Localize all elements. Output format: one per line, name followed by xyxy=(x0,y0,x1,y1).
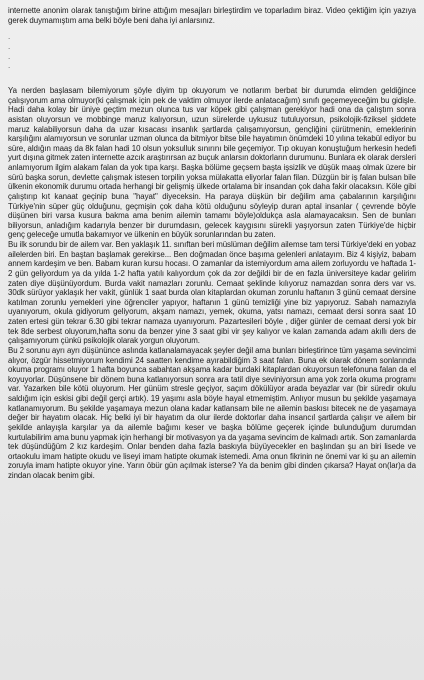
body-paragraph: Bu ilk sorundu bir de ailem var. Ben yaklaşık 11. sınıftan beri müslüman değilim ailemse tam tersi Türkiye'deki en yobaz ailelerden biri. En baştan başlamak gerekirse... Ben doğmadan önce başıma gelenleri anlatayım. Biz 4 kişiyiz, babam annem kardeşim ve ben. Babam kuran kursu hocası. O zamanlar da istemiyordum ama ailem zorluyordu ve haftada 1-2 gün geliyordum ya da yılda 1-2 hafta yatılı kalıyordum çok da zor değildi bir de en fazla üniversiteye kadar gelirim zaten diye düşünüyordum. Burda vakit namazları zorunlu. Cemaat şeklinde kılıyoruz namazdan sonra ders var vs. 30dk sürüyor yaklaşık her vakit, günlük 1 saat burda olan kitaplardan okuman zorunlu haftanın 3 günü cemaat dersine katılman zorunlu yemekleri yine öğrenciler yapıyor, haftanın 1 günü temizliği yine biz yapıyoruz. Sabah namazıyla uyanıyorum, okula gidiyorum geliyorum, akşam namazı, yemek, okuma, yatsı namazı, cemaat dersi sonra saat 10 zaten ertesi gün tekrar 6.30 gibi tekrar namaza uyanıyorum. Pazartesileri böyle , diğer günler de cemaat dersi yok bir tek 8de serbest oluyorum,hafta sonu da benzer yine 3 saat gibi vir şey kalıyor ve kalan zamanda adam akıllı ders de çalışamıyorum çünkü psikolojik olarak yorgun oluyorum. xyxy=(8,240,416,346)
separator-dot: . xyxy=(8,41,11,51)
separator-dot: . xyxy=(8,51,11,61)
separator-dots xyxy=(8,32,10,71)
intro-paragraph: internette anonim olarak tanıştığım birine attığım mesajları birleştirdim ve toparladım biraz. Video çektiğim için yazıya gerek duymamıştım ama belki böyle beni daha iyi anlarsınız. xyxy=(8,6,416,25)
separator-dot: . xyxy=(8,32,11,41)
body-paragraph: Bu 2 sorunu ayrı ayrı düşününce aslında katlanalamayacak şeyler değil ama bunları birleştirince tüm yaşama sevincimi alıyor, özgür hissetmiyorum kendimi 24 saatten kendime ayırabildiğim 3 saat falan. Buna ek olarak dönem sonlarında okuma programı oluyor 1 hafta boyunca sabahtan akşama kadar burdaki kitaplardan okuyorsun telefonuna falan da el koyuyorlar. Düşünsene bir dönem buna katlanıyorsun sonra ara tatil diye seviniyorsun ama yok zorla okuma programı var. Yazarken bile kötü oluyorum. Her günüm stresle geçiyor, saçım dökülüyor arada beyazlar var (bir süredir okulu saldığım için eskisi gibi değil gerçi artık). 19 yaşımı asla böyle hayal etmemiştim. Anlıyor musun bu şekilde yaşamaya katlanamıyorum. Bu şekilde yaşamaya mezun olana kadar katlansam bile ne ailemin baskısı bitecek ne de yaşamaya değer bir hayatım olacak. Hiç belki iyi bir hayatım da olur ilerde doktorlar daha insancıl şartlarda çalışır ve ailem bir şekilde anlayışla karşılar ya da ailemle bağımı keser ve başka bölüme geçerek içinde bulunduğum durumdan kurtulabilirim ama bunu yapmak için herhangi bir motivasyon ya da yaşama sevincim de kalmadı artık. Son zamanlarda tek düşündüğüm 2 kız kardeşim. Onlar benden daha fazla baskıyla büyüyecekler en başlından şu an biri lisede ve ortaokulu imam hatipte okudu ve liseyi imam hatipte okumak istemedi. Ama onun fikrinin ne önemi var ki şu an ailemin zoruyla imam hatipte okuyor yine. Yarın öbür gün açılmak isterse? Ya da benim gibi dinden çıkarsa? Hayat on(lar)a da zindan olacak benim gibi. xyxy=(8,345,416,480)
main-text-block xyxy=(8,86,416,481)
separator-dot: . xyxy=(8,61,11,71)
body-paragraph: Ya nerden başlasam bilemiyorum şöyle diyim tıp okuyorum ve notlarım berbat bir durumda elimden geldiğince çalışıyorum ama olmuyor(ki çalışmak için pek de vaktim olmuyor ilerde anlatacağım) sınıfı geçemeyeceğim bu gidişle. Hadi daha kolay bir üniye geçtim mezun olunca tus var köpek gibi çalışman gerekiyor hadi ona da çalıştım sonra asistan oluyorsun ve mobbinge maruz kalıyorsun, uzun sürelerde uykusuz tutuluyorsun, psikolojik-fiziksel şiddete maruz kalabiliyorsun daha da uzar kısacası insanlık şartlarda çalışamıyorsun, gençliğini çürütmenin, emeklerinin karşılığını alamıyorsun ve sorunlar uzman olunca da bitmiyor bitse bile hayatımın önümdeki 10 yılına tekabül ediyor bu süre, aldığın maaş da 8k falan hadi 10 olsun yoksulluk sınırını bile geçemiyor. Tıp okuyan konuştuğum herkesin hedefi yurt dışına gitmek zaten internette azcık araştırırsan az buçuk anlarsın doktorların durumunu. Bunlara ek olarak dersleri anlamıyorum ilgim alakam falan da yok tıpa karşı. Başka bölüme geçsem başta işsizlik ve düşük maaş olmak üzere bir sürü başka sorun, devlette çalışmak istesen torpilin yoksa mülakatta eliyorlar falan filan. Düzgün bir iş falan bulsan bile ülkenin ekonomik durumu ortada herhangi bir gelişmiş ülkede ortalama bir insandan çok daha fakir olacaksın. Köle gibi çalıştırıp kıt kanaat geçinip buna "hayat" diyeceksin. Ha paraya düşkün bir değilim ama çabalarının karşılığını Türkiye'nin süper güç olduğunu, geçmişin çok daha kötü olduğunu söyleyip duran aptal insanlar ( çevrende böyle düşünen biri varsa kusura bakma ama benim ailemin tamamı böyle)oldukça asla alamayacaksın. Sen de bunları biliyorsun, anladığım kadarıyla benzer bir durumdasın, gelecek kaygısını sürekli yaşıyorsun zaten Türkiye'de hiçbir genç geleceğe umutla bakamıyor ve ülkenin en büyük sorunlarından bu zaten. xyxy=(8,86,416,240)
intro-paragraph-block xyxy=(8,6,416,25)
